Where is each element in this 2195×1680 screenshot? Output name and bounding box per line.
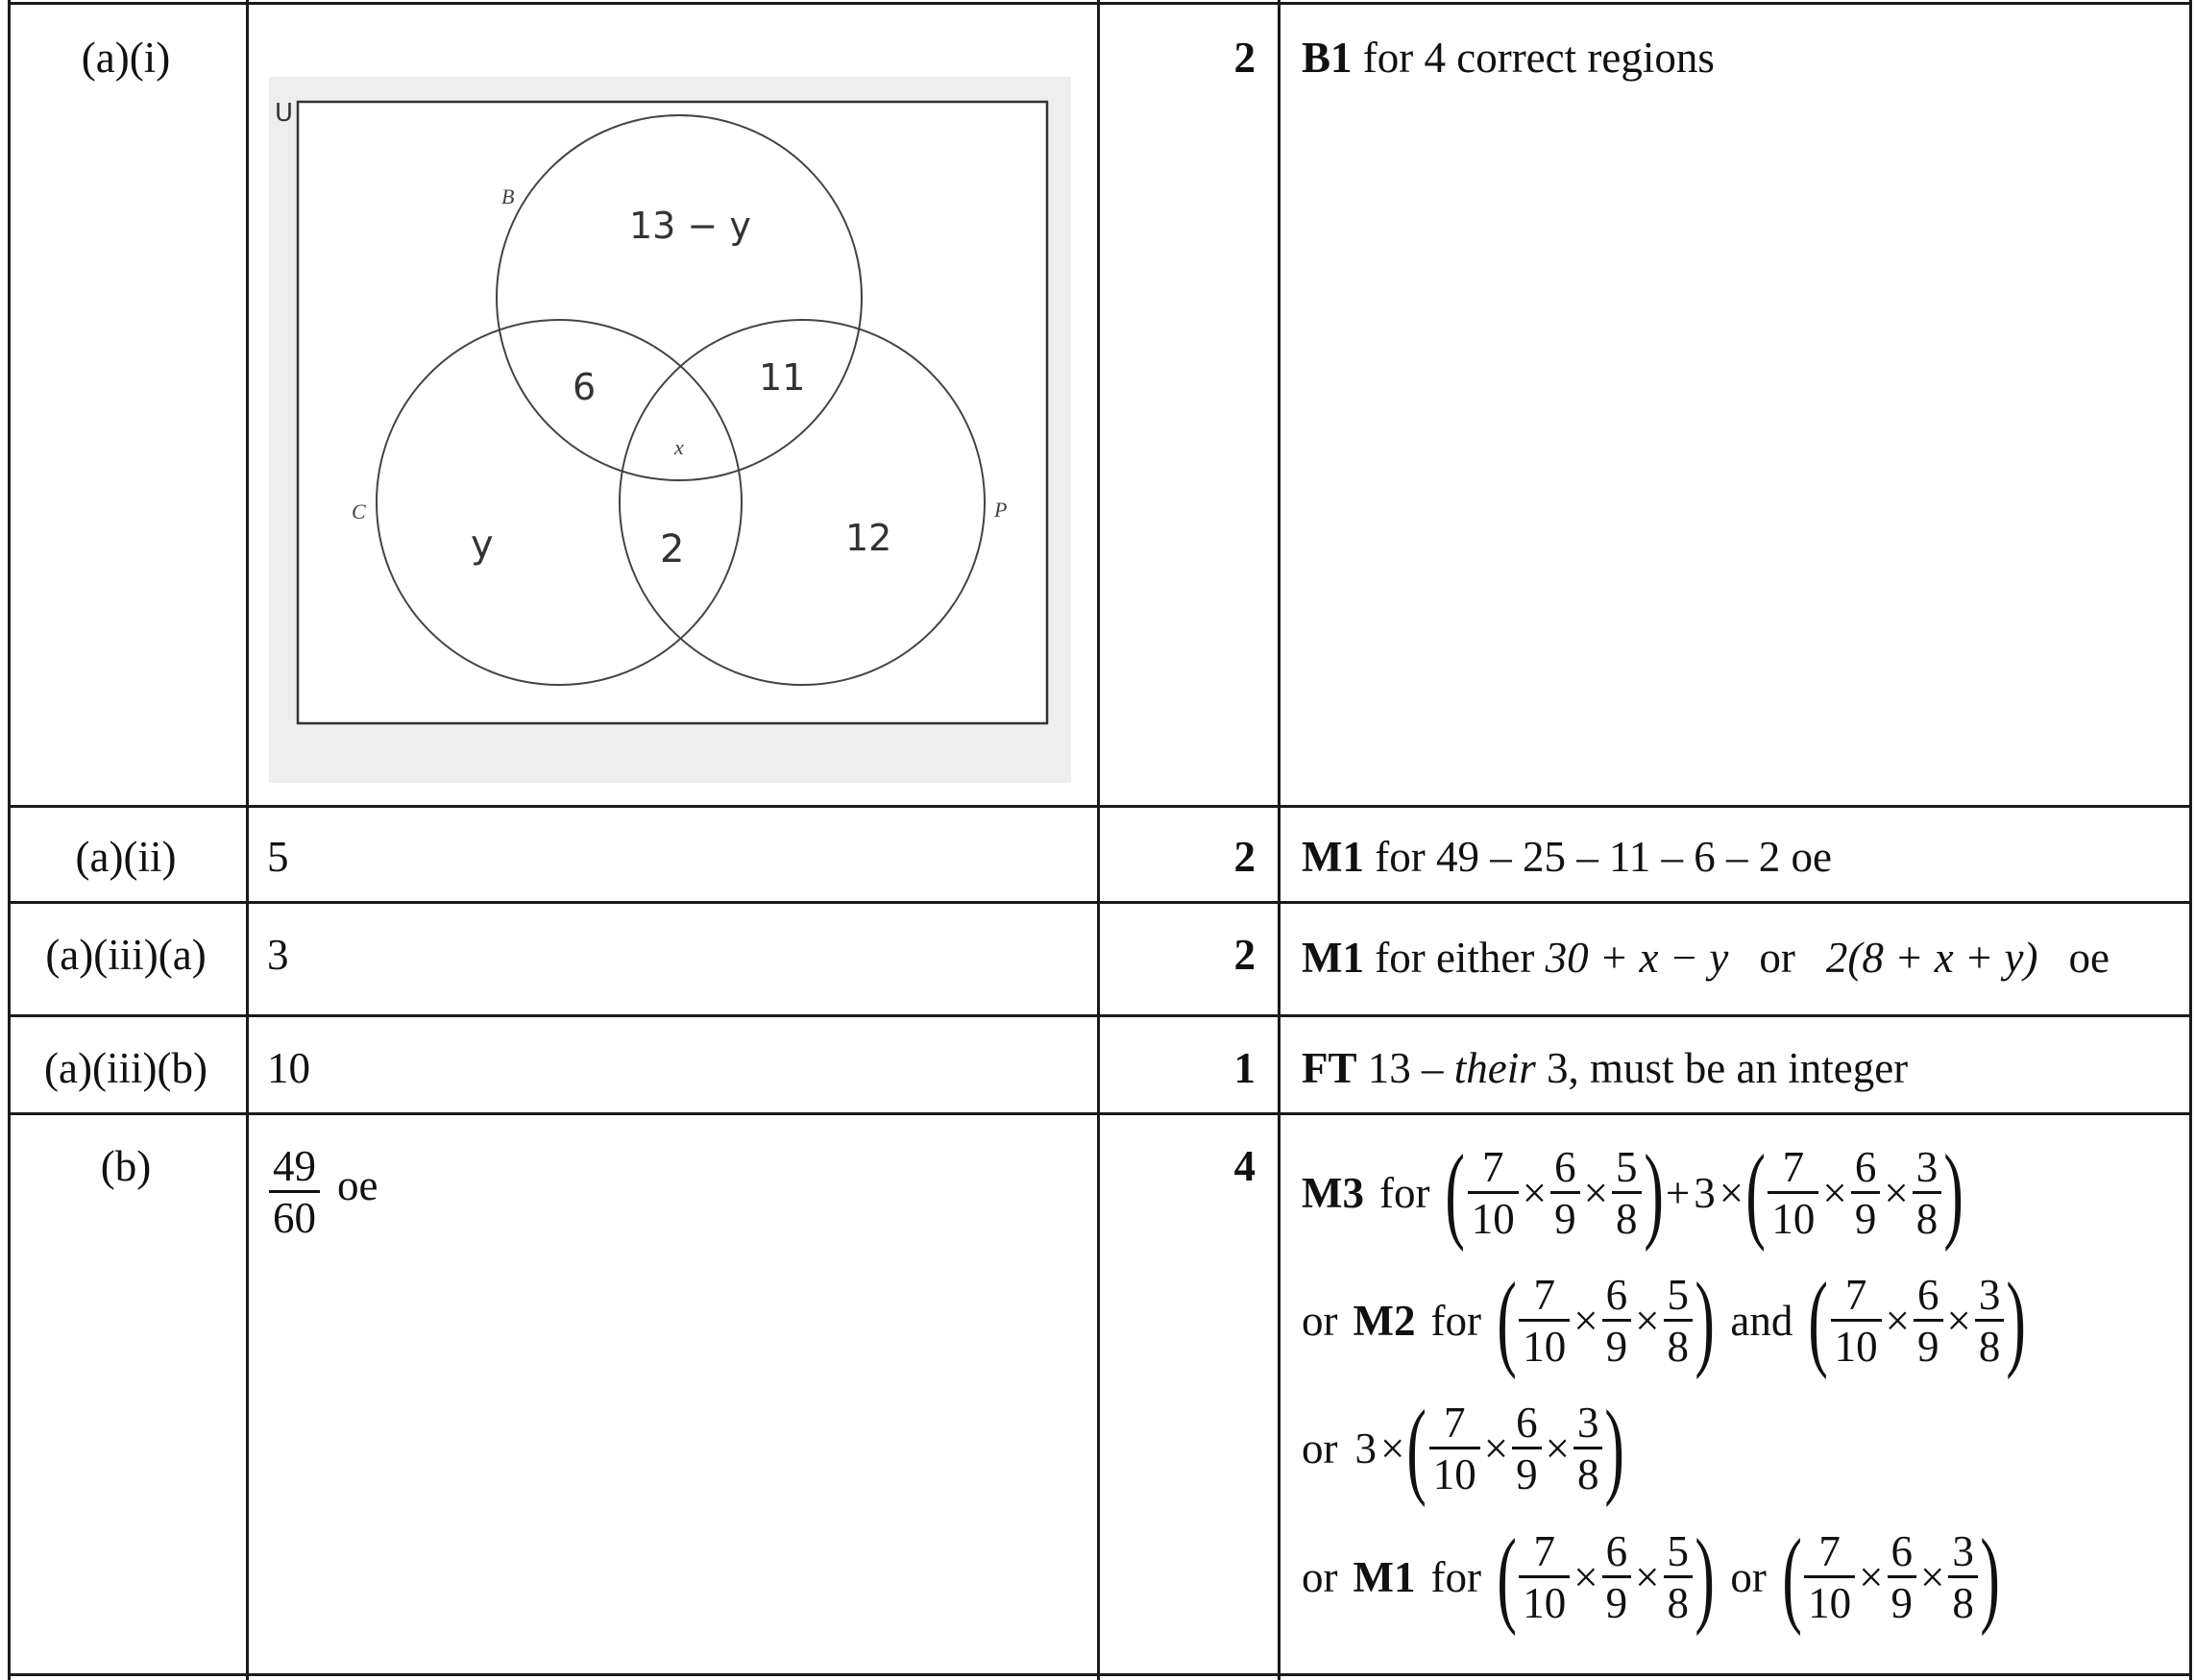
answer-oe: oe [337,1161,378,1209]
part-label: (a)(iii)(b) [44,1044,207,1092]
guidance-text [1302,833,1833,881]
guidance-text [1302,34,1715,82]
guidance-expression-1: 30 + x − y [1545,934,1729,982]
row-divider-4 [8,1112,2192,1115]
venn-diagram-image [269,77,1071,783]
mark-value: 1 [1233,1044,1256,1092]
label-b: B [501,184,515,208]
region-b-and-p: 11 [759,356,806,399]
guidance-expression-2: 2(8 + x + y) [1825,934,2038,982]
for-text: for [1430,1552,1481,1601]
guidance-post: 3, must be an integer [1535,1044,1909,1092]
mark-value: 4 [1233,1142,1256,1190]
table-border-right [2189,0,2192,1680]
guidance-detail: for either [1363,934,1546,982]
venn-diagram [269,77,1071,783]
mark-value: 2 [1233,931,1256,979]
label-p: P [994,498,1008,522]
guidance-line-m1: or M1 for ( $\frac{7}{10}$ × $\frac{6}{9}$ × $\frac{5}{8}$ ) or ( $\frac{7}{10}$ × $\frac{6}{9}$ × $\frac{3}{8}$ ) [1302,1518,2000,1637]
fraction: $\frac{49}{60}$ [269,1145,320,1240]
table-border-top [8,2,2192,5]
or-text: or [1302,1552,1338,1601]
guidance-text [1302,934,2110,982]
part-label: (a)(iii)(a) [45,931,207,979]
guidance-code: M3 [1302,1168,1364,1217]
guidance-oe: oe [2068,934,2110,982]
label-u: U [275,99,294,128]
region-b-only: 13 − y [629,205,751,247]
guidance-code: B1 [1302,34,1353,82]
guidance-code: M1 [1302,833,1364,881]
answer-fraction [267,1142,378,1242]
guidance-detail: for 4 correct regions [1352,34,1715,82]
table-border-bottom [8,1673,2192,1676]
part-label: (b) [100,1142,152,1190]
guidance-code: M2 [1353,1296,1416,1345]
region-c-and-p: 2 [660,527,685,572]
guidance-detail: for 49 – 25 – 11 – 6 – 2 oe [1363,833,1833,881]
guidance-line-three-times: or 3 × ( $\frac{7}{10}$ × $\frac{6}{9}$ × $\frac{3}{8}$ ) [1302,1389,1625,1508]
guidance-code: M1 [1302,934,1364,982]
region-b-and-c: 6 [573,366,597,408]
table-divider-1 [246,0,249,1680]
label-c: C [352,499,366,523]
guidance-code: M1 [1353,1552,1416,1601]
or-text: or [1302,1424,1338,1473]
guidance-pre: 13 – [1356,1044,1454,1092]
or-text: or [1302,1296,1338,1345]
guidance-line-m2: or M2 for ( $\frac{7}{10}$ × $\frac{6}{9}$ × $\frac{5}{8}$ ) and ( $\frac{7}{10}$ × $\frac{6}{9}$ × $\frac{3}{8}$ ) [1302,1261,2027,1380]
answer-value: 5 [267,833,289,881]
answer-value: 3 [267,931,289,979]
guidance-or: or [1759,934,1795,982]
part-label: (a)(ii) [75,833,177,881]
guidance-text [1302,1044,1909,1092]
guidance-line-m3: M3 for ( $\frac{7}{10}$ × $\frac{6}{9}$ × $\frac{5}{8}$ ) + 3 × ( $\frac{7}{10}$ × $\frac{6}{9}$ × $\frac{3}{8}$ ) [1302,1133,1964,1253]
row-divider-2 [8,901,2192,904]
region-c-only: y [471,523,494,567]
table-divider-3 [1278,0,1280,1680]
answer-value: 10 [267,1044,310,1092]
row-divider-1 [8,805,2192,808]
for-text: for [1430,1296,1481,1345]
row-divider-3 [8,1014,2192,1017]
guidance-code: FT [1302,1044,1357,1092]
part-label: (a)(i) [81,34,171,82]
guidance-their: their [1453,1044,1536,1092]
or-text: or [1730,1552,1767,1601]
and-text: and [1730,1296,1793,1345]
region-p-only: 12 [845,517,892,559]
for-text: for [1378,1168,1430,1217]
mark-value: 2 [1233,833,1256,881]
region-all-three: x [674,435,684,459]
mark-value: 2 [1233,34,1256,82]
